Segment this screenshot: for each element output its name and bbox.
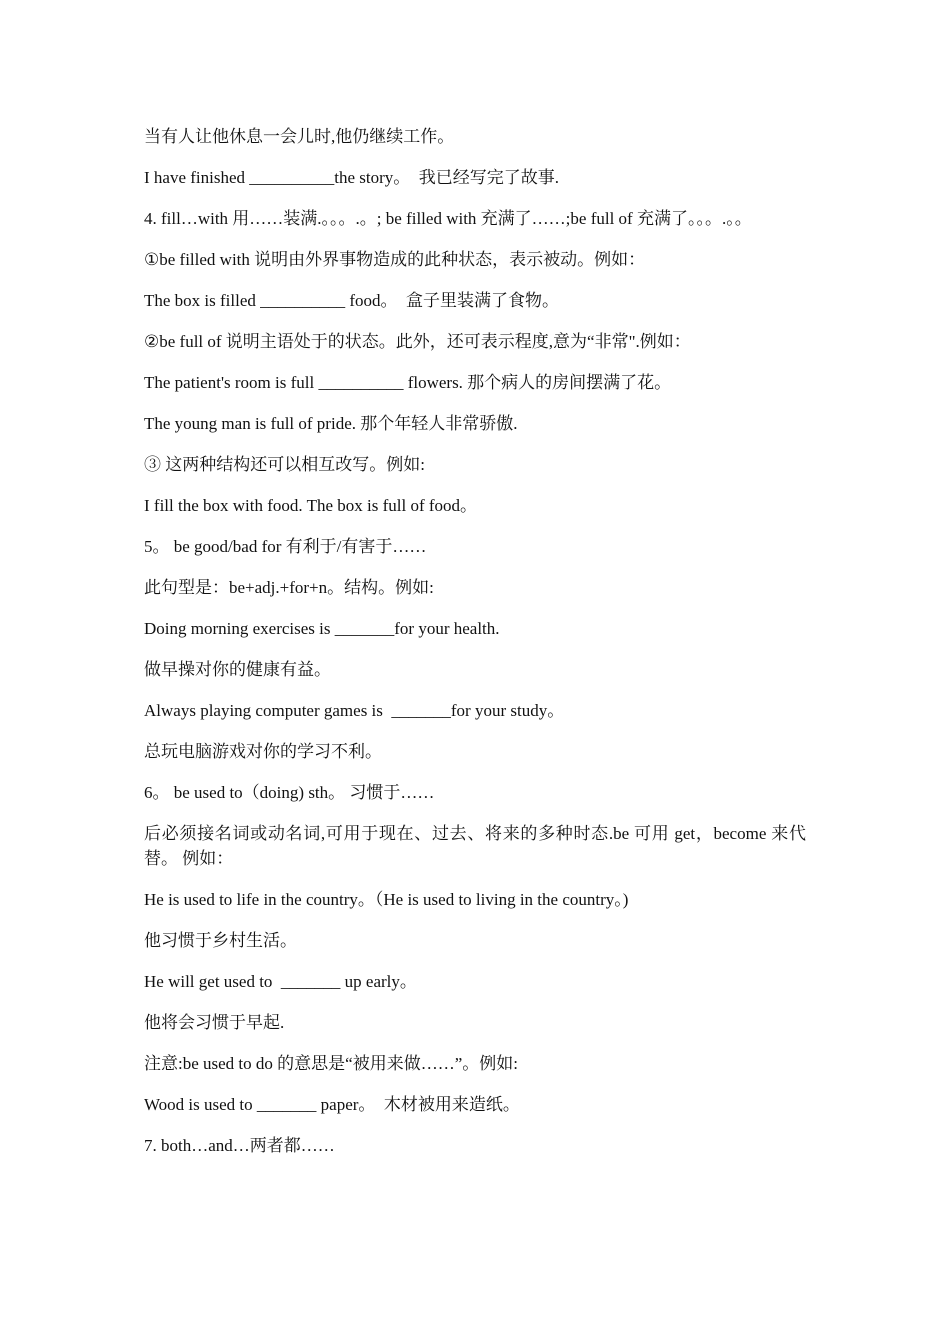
paragraph-12: 此句型是：be+adj.+for+n。结构。例如: — [144, 578, 434, 597]
paragraph-7: The patient's room is full __________ flowers. 那个病人的房间摆满了花。 — [144, 373, 672, 392]
paragraph-5: The box is filled __________ food。 盒子里装满了食物。 — [144, 291, 560, 310]
paragraph-15: Always playing computer games is _______for your study。 — [144, 701, 565, 720]
paragraph-3: 4. fill…with 用……装满.。。。.。; be filled with 充满了……;be full of 充满了。。。.。。 — [144, 209, 752, 228]
paragraph-9: ③ 这两种结构还可以相互改写。例如: — [144, 455, 425, 474]
paragraph-20: 他习惯于乡村生活。 — [144, 931, 297, 950]
paragraph-8: The young man is full of pride. 那个年轻人非常骄傲. — [144, 414, 518, 433]
paragraph-23: 注意:be used to do 的意思是“被用来做……”。例如: — [144, 1054, 518, 1073]
paragraph-22: 他将会习惯于早起. — [144, 1013, 285, 1032]
paragraph-21: He will get used to _______ up early。 — [144, 972, 417, 991]
paragraph-17: 6。 be used to（doing) sth。 习惯于…… — [144, 783, 435, 802]
document-body — [144, 124, 806, 1174]
paragraph-18: 后必须接名词或动名词,可用于现在、过去、将来的多种时态.be 可用 get，become 来代替。 例如： — [144, 824, 806, 868]
paragraph-14: 做早操对你的健康有益。 — [144, 660, 331, 679]
paragraph-25: 7. both…and…两者都…… — [144, 1136, 335, 1155]
paragraph-16: 总玩电脑游戏对你的学习不利。 — [144, 742, 382, 761]
paragraph-10: I fill the box with food. The box is full of food。 — [144, 496, 478, 515]
paragraph-13: Doing morning exercises is _______for your health. — [144, 619, 500, 638]
paragraph-1: 当有人让他休息一会儿时,他仍继续工作。 — [144, 127, 455, 146]
paragraph-11: 5。 be good/bad for 有利于/有害于…… — [144, 537, 427, 556]
paragraph-19: He is used to life in the country。（He is used to living in the country。) — [144, 890, 629, 909]
paragraph-4: ①be filled with 说明由外界事物造成的此种状态，表示被动。例如： — [144, 250, 646, 269]
paragraph-6: ②be full of 说明主语处于的状态。此外，还可表示程度,意为“非常".例如： — [144, 332, 691, 351]
paragraph-24: Wood is used to _______ paper。 木材被用来造纸。 — [144, 1095, 520, 1114]
paragraph-2: I have finished __________the story。 我已经写完了故事. — [144, 168, 560, 187]
